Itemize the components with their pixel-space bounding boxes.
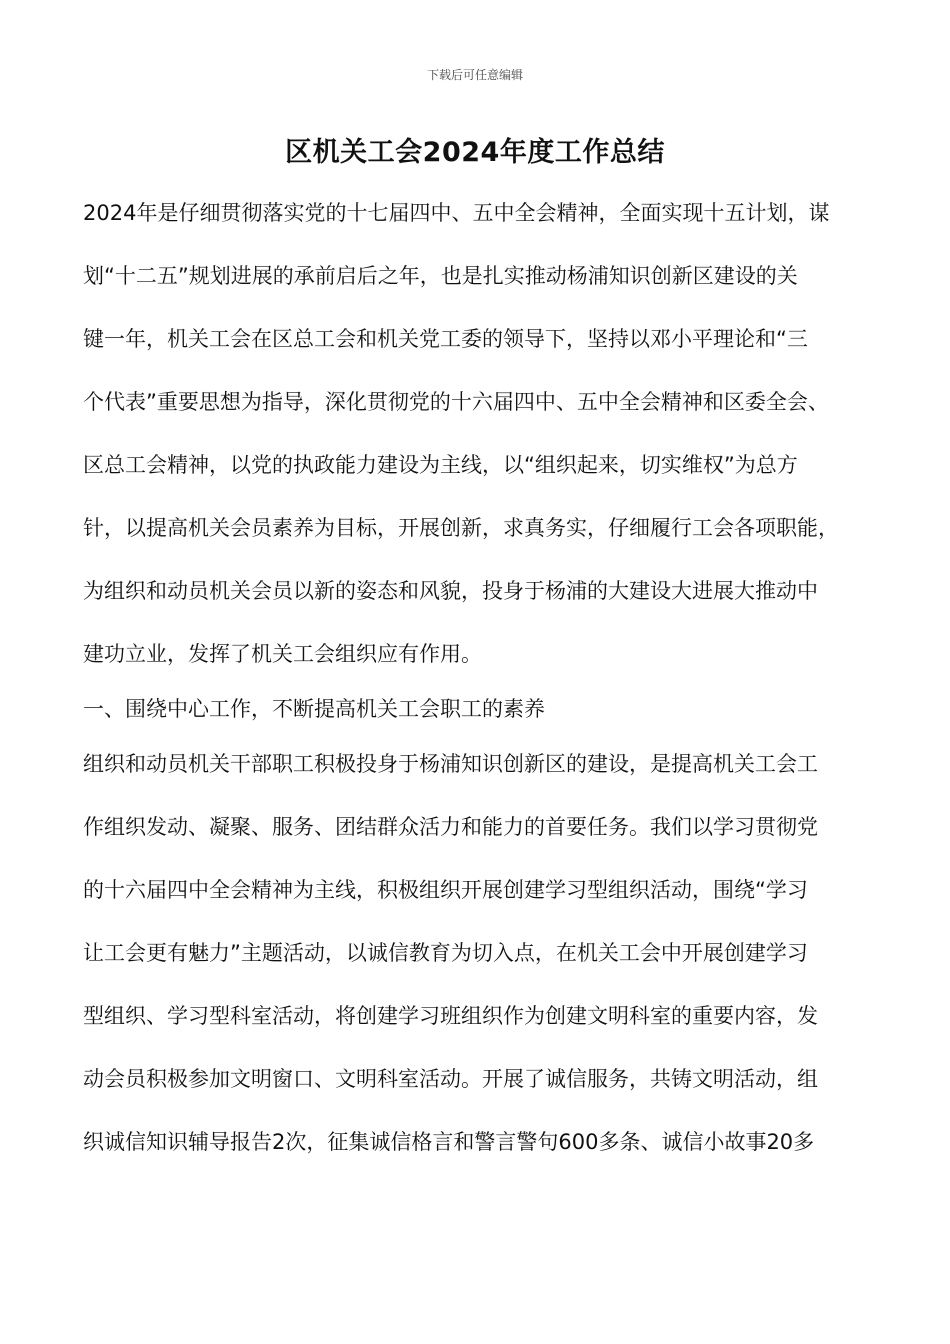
paragraph-line: 作组织发动、凝聚、服务、团结群众活力和能力的首要任务。我们以学习贯彻党 (83, 815, 818, 839)
paragraph-line: 动会员积极参加文明窗口、文明科室活动。开展了诚信服务，共铸文明活动，组 (83, 1067, 818, 1091)
paragraph-line: 划“十二五”规划进展的承前启后之年，也是扎实推动杨浦知识创新区建设的关 (83, 264, 798, 288)
paragraph-line: 建功立业，发挥了机关工会组织应有作用。 (83, 642, 482, 666)
paragraph-line: 键一年，机关工会在区总工会和机关党工委的领导下，坚持以邓小平理论和“三 (83, 327, 808, 351)
document-title: 区机关工会2024年度工作总结 (285, 137, 665, 168)
paragraph-line: 组织和动员机关干部职工积极投身于杨浦知识创新区的建设，是提高机关工会工 (83, 752, 818, 776)
paragraph-line: 织诚信知识辅导报告2次，征集诚信格言和警言警句600多条、诚信小故事20多 (83, 1130, 815, 1154)
paragraph-line: 针，以提高机关会员素养为目标，开展创新，求真务实，仔细履行工会各项职能， (83, 516, 839, 540)
paragraph-line: 区总工会精神，以党的执政能力建设为主线，以“组织起来，切实维权”为总方 (83, 453, 798, 477)
section-paragraph (83, 751, 883, 1192)
paragraph-line: 的十六届四中全会精神为主线，积极组织开展创建学习型组织活动，围绕“学习 (83, 878, 808, 902)
header-note: 下载后可任意编辑 (426, 68, 523, 82)
section-heading: 一、围绕中心工作，不断提高机关工会职工的素养 (83, 697, 545, 721)
intro-paragraph (83, 200, 883, 696)
paragraph-line: 型组织、学习型科室活动，将创建学习班组织作为创建文明科室的重要内容，发 (83, 1004, 818, 1028)
document-body (83, 200, 883, 1192)
paragraph-line: 为组织和动员机关会员以新的姿态和风貌，投身于杨浦的大建设大进展大推动中 (83, 579, 818, 603)
paragraph-line: 让工会更有魅力”主题活动，以诚信教育为切入点，在机关工会中开展创建学习 (83, 941, 808, 965)
paragraph-line: 个代表”重要思想为指导，深化贯彻党的十六届四中、五中全会精神和区委全会、 (83, 390, 829, 414)
paragraph-line: 2024年是仔细贯彻落实党的十七届四中、五中全会精神，全面实现十五计划，谋 (83, 201, 830, 225)
